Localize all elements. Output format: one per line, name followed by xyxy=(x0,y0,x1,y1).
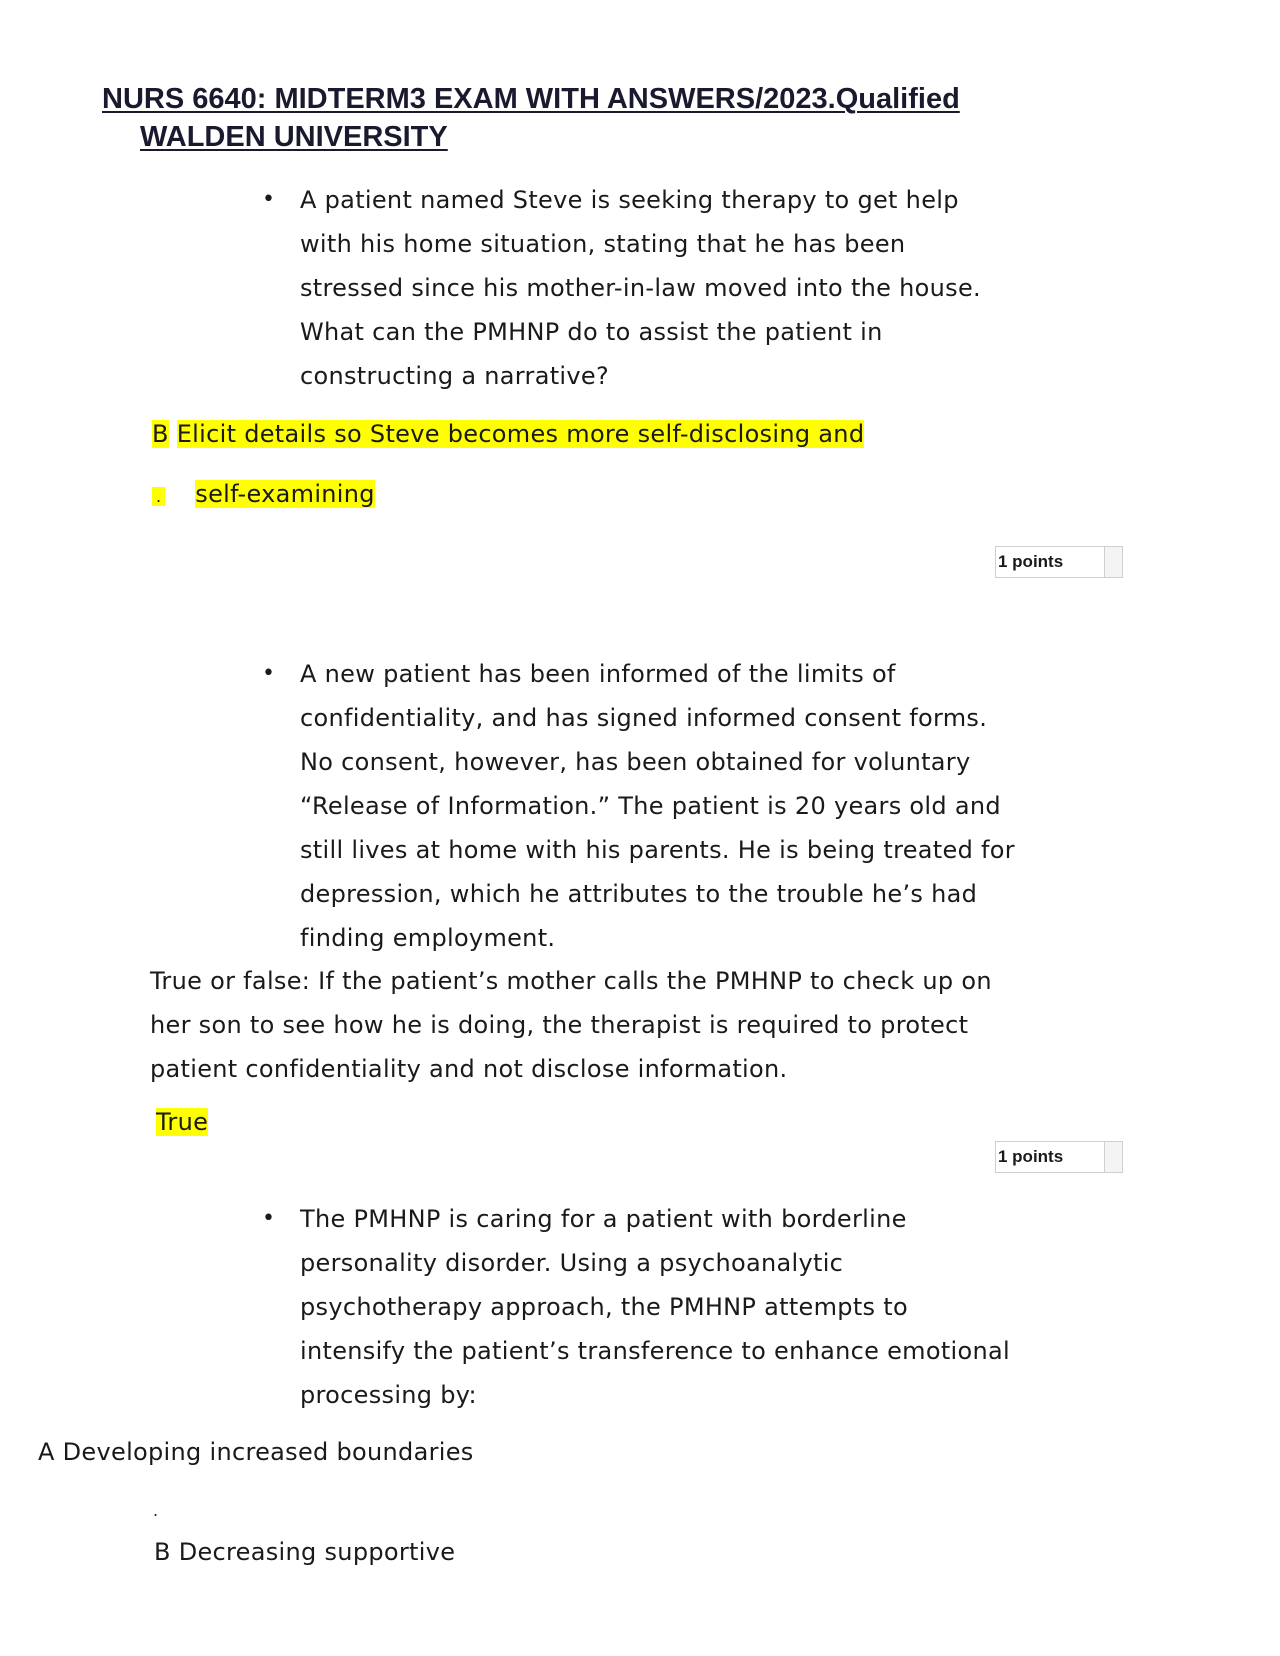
option-b xyxy=(154,1530,455,1574)
question-2-line: confidentiality, and has signed informed consent forms. xyxy=(300,704,988,732)
question-2-line: depression, which he attributes to the trouble he’s had xyxy=(300,880,978,908)
document-title xyxy=(102,80,1082,156)
question-3-line: intensify the patient’s transference to enhance emotional xyxy=(300,1337,1010,1365)
answer-text-line-1: Elicit details so Steve becomes more self-disclosing and xyxy=(176,420,865,448)
question-1-line: with his home situation, stating that he has been xyxy=(300,230,906,258)
question-2-line: A new patient has been informed of the limits of xyxy=(300,660,896,688)
followup-line: her son to see how he is doing, the therapist is required to protect xyxy=(150,1011,969,1039)
question-3-line: processing by: xyxy=(300,1381,477,1409)
option-b-letter: B xyxy=(154,1538,171,1566)
option-b-text: Decreasing supportive xyxy=(178,1538,456,1566)
option-dot-mark: . xyxy=(153,1501,159,1520)
question-1-line: constructing a narrative? xyxy=(300,362,609,390)
question-2-followup xyxy=(150,959,1150,1091)
option-a-letter: A xyxy=(38,1438,55,1466)
question-3-line: The PMHNP is caring for a patient with borderline xyxy=(300,1205,907,1233)
points-label: 1 points xyxy=(996,547,1105,577)
title-line-1: NURS 6640: MIDTERM3 EXAM WITH ANSWERS/2023.Qualified xyxy=(102,83,960,115)
bullet-icon: • xyxy=(262,661,276,686)
question-1 xyxy=(262,178,1130,398)
points-input-cell xyxy=(1105,547,1122,577)
answer-letter: B xyxy=(152,420,169,448)
followup-line: patient confidentiality and not disclose information. xyxy=(150,1055,788,1083)
question-3-line: personality disorder. Using a psychoanalytic xyxy=(300,1249,844,1277)
question-1-line: What can the PMHNP do to assist the patient in xyxy=(300,318,883,346)
question-1-line: stressed since his mother-in-law moved into the house. xyxy=(300,274,981,302)
title-line-2: WALDEN UNIVERSITY xyxy=(140,121,448,153)
answer-true: True xyxy=(156,1108,209,1136)
question-3 xyxy=(262,1197,1130,1417)
points-box xyxy=(995,1141,1123,1173)
question-1-answer xyxy=(152,412,864,456)
bullet-icon: • xyxy=(262,1206,276,1231)
question-2-answer xyxy=(156,1100,208,1144)
option-a-text: Developing increased boundaries xyxy=(62,1438,474,1466)
points-input-cell xyxy=(1105,1142,1122,1172)
answer-text-line-2: self-examining xyxy=(195,480,375,508)
question-3-line: psychotherapy approach, the PMHNP attempts to xyxy=(300,1293,908,1321)
question-2-line: No consent, however, has been obtained for voluntary xyxy=(300,748,971,776)
question-1-line: A patient named Steve is seeking therapy to get help xyxy=(300,186,959,214)
answer-dot: . xyxy=(152,487,165,506)
question-2-line: finding employment. xyxy=(300,924,556,952)
option-dot xyxy=(153,1486,158,1533)
bullet-icon: • xyxy=(262,187,276,212)
points-label: 1 points xyxy=(996,1142,1105,1172)
question-2-line: “Release of Information.” The patient is 20 years old and xyxy=(300,792,1001,820)
question-1-answer-continued xyxy=(152,472,375,519)
option-a xyxy=(38,1430,474,1474)
question-2 xyxy=(262,652,1130,960)
question-2-line: still lives at home with his parents. He is being treated for xyxy=(300,836,1015,864)
followup-line: True or false: If the patient’s mother calls the PMHNP to check up on xyxy=(150,967,992,995)
points-box xyxy=(995,546,1123,578)
